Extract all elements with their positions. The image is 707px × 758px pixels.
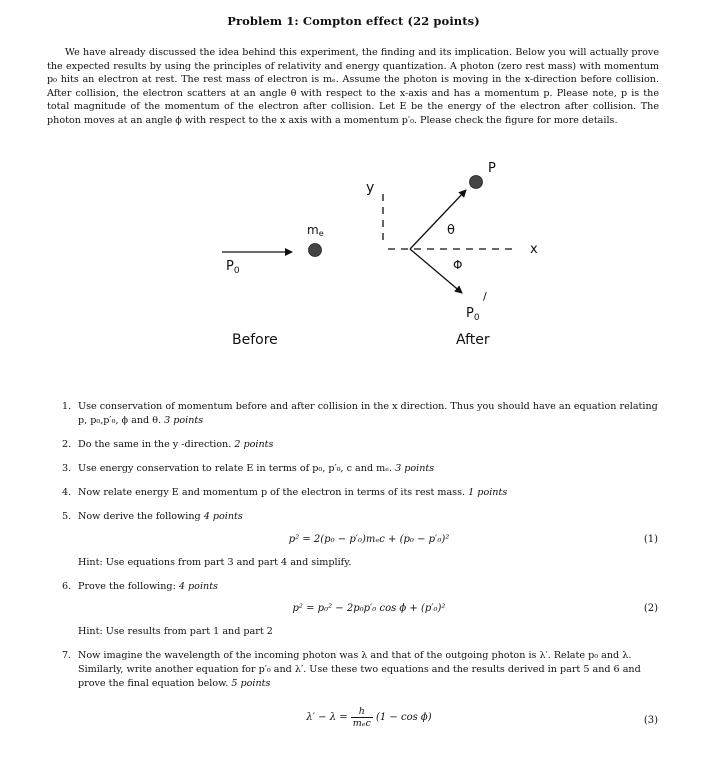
problem-intro: [47, 46, 659, 128]
equation-3-rhs: (1 − cos ϕ): [375, 712, 432, 724]
equation-row-1: [78, 530, 660, 552]
task-item-1: [62, 400, 660, 427]
incoming-photon-label: $P_0$: [226, 259, 240, 276]
task-number: 7.: [62, 650, 72, 662]
fraction-numerator: h: [351, 706, 373, 718]
electron-momentum-label: P: [488, 161, 496, 176]
task-number: 4.: [62, 486, 72, 498]
hint-6: Hint: Use results from part 1 and part 2: [78, 626, 273, 638]
intro-paragraph: We have already discussed the idea behind this experiment, the finding and its implication. Below you will actually prove the expected results by using the principles of relativity and energy quantization. A photon (zero rest mass) with momentum p₀ hits an electron at rest. The rest mass of electron is mₑ. Assume the photon is moving in the x-direction before collision. After collision, the electron scatters at an angle θ with respect to the x-axis and has a momentum p. Please note, p is the total magnitude of the momentum of the electron after collision. Let E be the energy of the electron after collision. The photon moves at an angle ϕ with respect to the x axis with a momentum p′₀. Please check the figure for more details.: [47, 47, 659, 126]
equation-1: p² = 2(p₀ − p′₀)mₑc + (p₀ − p′₀)²: [288, 533, 450, 545]
electron-at-rest: [309, 244, 322, 257]
task-item-7: [62, 649, 660, 738]
scattered-electron: [470, 176, 483, 189]
equation-number-2: (2): [643, 603, 658, 615]
equation-number-3: (3): [643, 715, 658, 727]
electron-mass-label: me: [307, 223, 324, 238]
y-axis-label: y: [366, 180, 375, 196]
theta-angle-label: θ: [447, 223, 455, 238]
compton-diagram: [200, 161, 560, 362]
task-points: 4 points: [178, 580, 218, 592]
task-text: Now derive the following: [78, 510, 201, 522]
fraction-denominator: mₑc: [352, 718, 371, 730]
scattered-electron-arrow: [410, 190, 466, 249]
compton-figure: [200, 161, 560, 362]
equation-row-3: [78, 704, 660, 738]
hint-5: Hint: Use equations from part 3 and part 4 and simplify.: [78, 556, 352, 568]
equation-3: [78, 706, 660, 729]
scattered-photon-prime: /: [483, 290, 487, 303]
after-label: After: [456, 332, 490, 348]
equation-2: p² = p₀² − 2p₀p′₀ cos ϕ + (p′₀)²: [292, 603, 446, 615]
before-label: Before: [232, 332, 278, 348]
task-points: 2 points: [234, 438, 274, 450]
task-item-6: [62, 580, 660, 639]
x-axis-label: x: [530, 242, 538, 257]
task-item-3: [62, 462, 660, 476]
equation-3-fraction: [351, 706, 373, 729]
task-points: 1 points: [468, 486, 508, 498]
equation-3-lhs: λ′ − λ =: [306, 712, 348, 724]
task-text: Now relate energy E and momentum p of the electron in terms of its rest mass.: [78, 486, 466, 498]
task-text: Do the same in the y -direction.: [78, 438, 232, 450]
task-number: 2.: [62, 438, 72, 450]
task-number: 6.: [62, 580, 72, 592]
equation-row-2: [78, 599, 660, 621]
task-text: Use energy conservation to relate E in terms of p₀, p′₀, c and mₑ.: [78, 462, 393, 474]
task-text: Now imagine the wavelength of the incoming photon was λ and that of the outgoing photon is λ′. Relate p₀ and λ. Similarly, write another equation for p′₀ and λ′. Use these two equations and the results derived in part 5 and 6 and prove the final equation below.: [78, 650, 641, 689]
task-points: 5 points: [231, 677, 271, 689]
task-item-2: [62, 438, 660, 452]
task-points: 3 points: [164, 414, 204, 426]
task-item-5: [62, 510, 660, 569]
task-item-4: [62, 486, 660, 500]
task-number: 3.: [62, 462, 72, 474]
task-text: Prove the following:: [78, 580, 176, 592]
task-points: 3 points: [395, 462, 435, 474]
phi-angle-label: Φ: [453, 258, 463, 272]
task-number: 1.: [62, 401, 72, 412]
task-points: 4 points: [203, 510, 243, 522]
task-text: Use conservation of momentum before and after collision in the x direction. Thus you should have an equation relating p, p₀,p′₀, ϕ and θ.: [78, 401, 658, 426]
scattered-photon-label: $P_0$: [466, 306, 480, 323]
equation-number-1: (1): [643, 533, 658, 545]
problem-title: Problem 1: Compton effect (22 points): [227, 14, 480, 28]
task-list: [62, 400, 660, 749]
task-number: 5.: [62, 510, 72, 522]
